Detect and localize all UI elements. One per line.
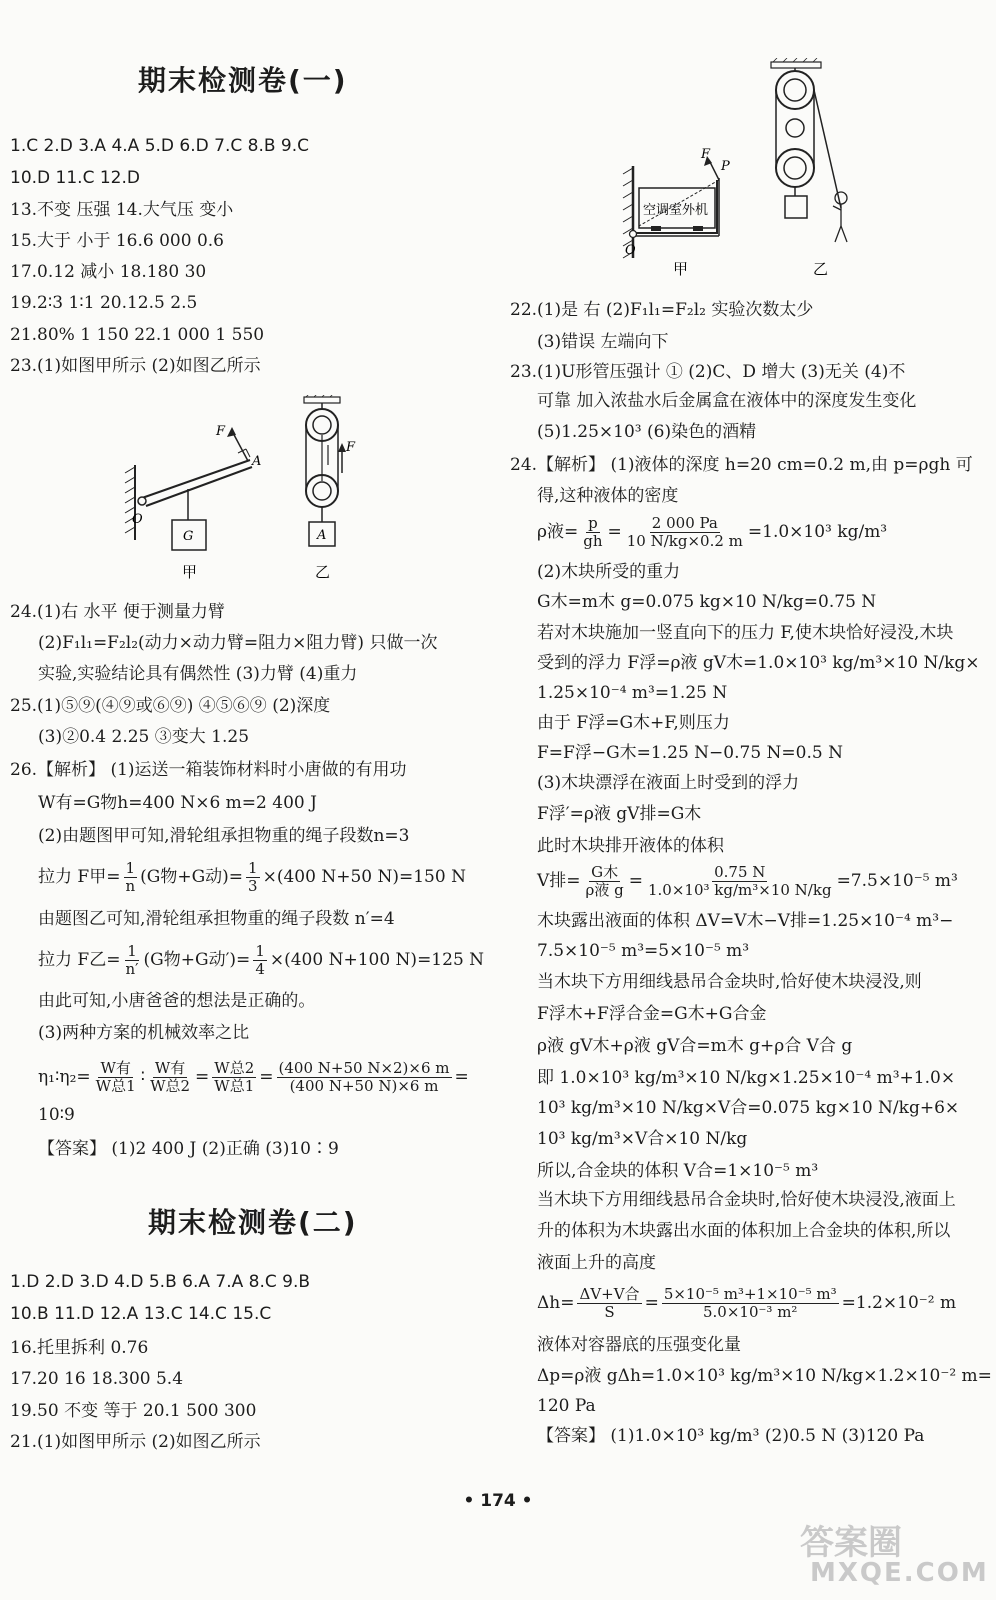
answer-line: 实验,实验结论具有偶然性 (3)力臂 (4)重力 (38, 664, 358, 684)
answer-line: 16.托里拆利 0.76 (10, 1338, 149, 1358)
answer-line: 10.B 11.D 12.A 13.C 14.C 15.C (10, 1304, 272, 1324)
formula-volume: V排= $\frac{\text{G木}}{\text{ρ液 g}}$ = $\frac{0.75 N}{\text{1.0×10³ kg/m³×10 N/kg}}$ =7.5×10⁻⁵ m³ (537, 863, 958, 899)
watermark-url: MXQE.COM (810, 1558, 989, 1588)
point-P-label: P (721, 159, 730, 174)
answer-line: 10.D 11.C 12.D (10, 168, 140, 188)
formula-efficiency: η₁∶η₂= $\frac{\text{W有}}{\text{W总1}}$ ∶ $\frac{\text{W有}}{\text{W总2}}$ = $\frac{\text{W总2}}{\text{W总1}}$ = $\frac{(400 N+50 N\times 2)\times 6 m}{(400 N+50 N)\times 6 m}$ = (38, 1059, 469, 1095)
answer-line: (3)②0.4 2.25 ③变大 1.25 (38, 727, 250, 747)
answer-line: W有=G物h=400 N×6 m=2 400 J (38, 793, 317, 813)
answer-line: 所以,合金块的体积 V合=1×10⁻⁵ m³ (537, 1161, 819, 1181)
answer-line: 液面上升的高度 (537, 1253, 656, 1273)
figure-21 (605, 58, 875, 283)
point-O-label: O (132, 512, 143, 527)
formula-density: ρ液= $\frac{p}{gh}$ = $\frac{2 000 Pa}{10 N/kg\times 0.2 m}$ =1.0×10³ kg/m³ (537, 514, 888, 550)
answer-line: 26.【解析】 (1)运送一箱装饰材料时小唐做的有用功 (10, 760, 407, 780)
answer-line: 25.(1)⑤⑨(④⑨或⑥⑨) ④⑤⑥⑨ (2)深度 (10, 696, 331, 716)
figure-label-yi: 乙 (315, 563, 331, 581)
force-F-label-r: F (701, 147, 711, 162)
formula-height: Δh= $\frac{\text{ΔV+V合}}{S}$ = $\frac{\text{5×10⁻⁵ m³+1×10⁻⁵ m³}}{\text{5.0×10⁻³ m²}}$ =1.2×10⁻² m (537, 1285, 957, 1321)
answer-line: 10³ kg/m³×V合×10 N/kg (537, 1129, 748, 1149)
answer-line: 当木块下方用细线悬吊合金块时,恰好使木块浸没,液面上 (537, 1190, 956, 1210)
watermark-logo: 答案圈 (800, 1523, 902, 1563)
answer-line: 24.【解析】 (1)液体的深度 h=20 cm=0.2 m,由 p=ρgh 可 (510, 455, 973, 475)
answer-line: 受到的浮力 F浮=ρ液 gV木=1.0×10³ kg/m³×10 N/kg× (537, 653, 980, 673)
answer-line: G木=m木 g=0.075 kg×10 N/kg=0.75 N (537, 592, 877, 612)
answer-line: 15.大于 小于 16.6 000 0.6 (10, 231, 224, 251)
force-F-label-b: F (346, 440, 356, 455)
figure-label-jia: 甲 (182, 563, 198, 581)
answer-line: 1.25×10⁻⁴ m³=1.25 N (537, 683, 728, 703)
figure-label-jia-r: 甲 (673, 260, 689, 278)
answer-line: 10³ kg/m³×10 N/kg×V合=0.075 kg×10 N/kg+6× (537, 1098, 960, 1118)
answer-line: 13.不变 压强 14.大气压 变小 (10, 200, 234, 220)
answer-line: F浮木+F浮合金=G木+G合金 (537, 1004, 767, 1024)
answer-line: 升的体积为木块露出水面的体积加上合金块的体积,所以 (537, 1221, 951, 1241)
answer-line: 液体对容器底的压强变化量 (537, 1335, 741, 1355)
formula-F-yi: 拉力 F乙= $\frac{1}{n'}$ (G物+G动′)= $\frac{1}{4}$ ×(400 N+100 N)=125 N (38, 942, 485, 978)
answer-line: 19.50 不变 等于 20.1 500 300 (10, 1401, 257, 1421)
answer-line: 即 1.0×10³ kg/m³×10 N/kg×1.25×10⁻⁴ m³+1.0× (537, 1068, 956, 1088)
answer-line: 19.2∶3 1∶1 20.12.5 2.5 (10, 293, 198, 313)
point-A-label: A (252, 454, 262, 469)
section-title-2: 期末检测卷(二) (148, 1206, 358, 1239)
answer-line: (5)1.25×10³ (6)染色的酒精 (537, 422, 757, 442)
answer-line: 此时木块排开液体的体积 (537, 836, 724, 856)
answer-line: Δp=ρ液 gΔh=1.0×10³ kg/m³×10 N/kg×1.2×10⁻² m= (537, 1366, 992, 1386)
answer-line: 可靠 加入浓盐水后金属盒在液体中的深度发生变化 (537, 391, 917, 411)
ac-box-label: 空调室外机 (643, 203, 709, 218)
answer-line: (3)两种方案的机械效率之比 (38, 1023, 250, 1043)
answer-line: F浮′=ρ液 gV排=G木 (537, 804, 702, 824)
page-number: • 174 • (463, 1491, 533, 1511)
answer-line: 由题图乙可知,滑轮组承担物重的绳子段数 n′=4 (38, 909, 395, 929)
answer-line: 24.(1)右 水平 便于测量力臂 (10, 602, 225, 622)
answer-line: (3)错误 左端向下 (537, 332, 669, 352)
answer-line: (2)F₁l₁=F₂l₂(动力×动力臂=阻力×阻力臂) 只做一次 (38, 633, 438, 653)
answer-line: (2)木块所受的重力 (537, 562, 681, 582)
answer-line: 得,这种液体的密度 (537, 486, 679, 506)
answer-line: 当木块下方用细线悬吊合金块时,恰好使木块浸没,则 (537, 972, 922, 992)
answer-line: 1.C 2.D 3.A 4.A 5.D 6.D 7.C 8.B 9.C (10, 136, 310, 156)
answer-line: 23.(1)如图甲所示 (2)如图乙所示 (10, 356, 261, 376)
answer-line: 10∶9 (38, 1105, 75, 1125)
answer-line: ρ液 gV木+ρ液 gV合=m木 g+ρ合 V合 g (537, 1036, 853, 1056)
answer-line: 若对木块施加一竖直向下的压力 F,使木块恰好浸没,木块 (537, 623, 954, 643)
figure-23 (110, 395, 390, 590)
answer-line: 由于 F浮=G木+F,则压力 (537, 713, 730, 733)
force-F-label: F (216, 424, 226, 439)
section-title-1: 期末检测卷(一) (138, 64, 348, 97)
answer-line: 21.80% 1 150 22.1 000 1 550 (10, 325, 265, 345)
answer-line: (3)木块漂浮在液面上时受到的浮力 (537, 773, 800, 793)
answer-line: F=F浮−G木=1.25 N−0.75 N=0.5 N (537, 743, 843, 763)
answer-line: 22.(1)是 右 (2)F₁l₁=F₂l₂ 实验次数太少 (510, 300, 814, 320)
formula-F-jia: 拉力 F甲= $\frac{1}{n}$ (G物+G动)= $\frac{1}{3}$ ×(400 N+50 N)=150 N (38, 859, 466, 895)
answer-24: 【答案】 (1)1.0×10³ kg/m³ (2)0.5 N (3)120 Pa (537, 1426, 925, 1446)
answer-line: (2)由题图甲可知,滑轮组承担物重的绳子段数n=3 (38, 826, 410, 846)
point-O-label-r: O (625, 243, 636, 258)
figure-label-yi-r: 乙 (813, 260, 829, 278)
answer-line: 由此可知,小唐爸爸的想法是正确的。 (38, 991, 316, 1011)
answer-line: 17.20 16 18.300 5.4 (10, 1369, 184, 1389)
answer-line: 7.5×10⁻⁵ m³=5×10⁻⁵ m³ (537, 941, 750, 961)
answer-line: 木块露出液面的体积 ΔV=V木−V排=1.25×10⁻⁴ m³− (537, 911, 954, 931)
answer-line: 120 Pa (537, 1396, 596, 1416)
answer-26: 【答案】 (1)2 400 J (2)正确 (3)10∶9 (38, 1139, 339, 1159)
answer-line: 17.0.12 减小 18.180 30 (10, 262, 207, 282)
answer-line: 21.(1)如图甲所示 (2)如图乙所示 (10, 1432, 261, 1452)
box-A-label: A (317, 528, 327, 543)
answer-line: 23.(1)U形管压强计 ① (2)C、D 增大 (3)无关 (4)不 (510, 362, 906, 382)
answer-line: 1.D 2.D 3.D 4.D 5.B 6.A 7.A 8.C 9.B (10, 1272, 311, 1292)
weight-G-label: G (183, 529, 194, 544)
